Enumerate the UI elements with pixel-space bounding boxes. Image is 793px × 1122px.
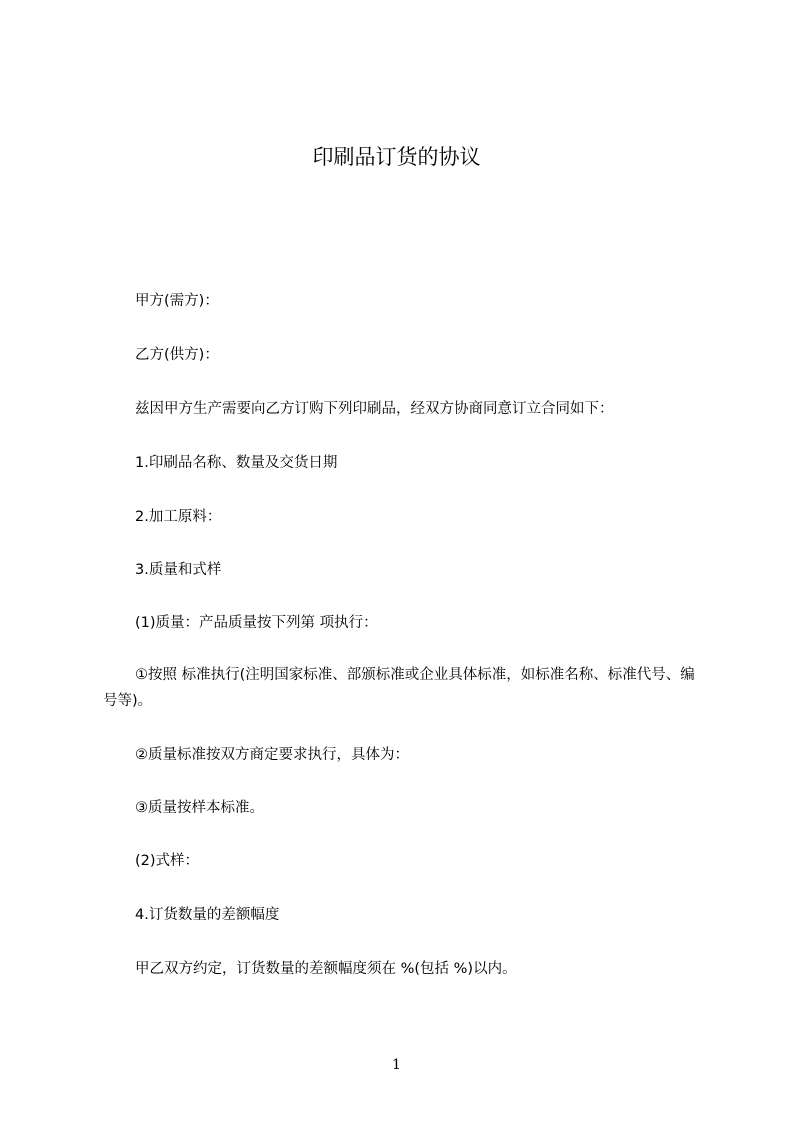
party-b-line: 乙方(供方)： <box>135 347 219 363</box>
clause-3-1-quality: (1)质量：产品质量按下列第 项执行： <box>135 615 378 631</box>
clause-3-1-option-1: ①按照 标准执行(注明国家标准、部颁标准或企业具体标准，如标准名称、标准代号、编号等)。 <box>103 667 695 709</box>
document-title: 印刷品订货的协议 <box>312 145 481 169</box>
preamble-paragraph: 兹因甲方生产需要向乙方订购下列印刷品，经双方协商同意订立合同如下： <box>135 401 614 417</box>
clause-3-2-style: (2)式样： <box>135 853 200 869</box>
clause-3-1-option-3: ③质量按样本标准。 <box>135 800 264 816</box>
clause-2-heading: 2.加工原料： <box>135 509 222 525</box>
clause-1-heading: 1.印刷品名称、数量及交货日期 <box>135 455 338 471</box>
clause-4-heading: 4.订货数量的差额幅度 <box>135 907 280 923</box>
clause-3-1-option-2: ②质量标准按双方商定要求执行，具体为： <box>135 747 409 763</box>
clause-3-heading: 3.质量和式样 <box>135 562 222 578</box>
page-number: 1 <box>392 1057 401 1073</box>
clause-4-text: 甲乙双方约定，订货数量的差额幅度须在 %(包括 %)以内。 <box>135 961 517 977</box>
party-a-line: 甲方(需方)： <box>135 293 219 309</box>
